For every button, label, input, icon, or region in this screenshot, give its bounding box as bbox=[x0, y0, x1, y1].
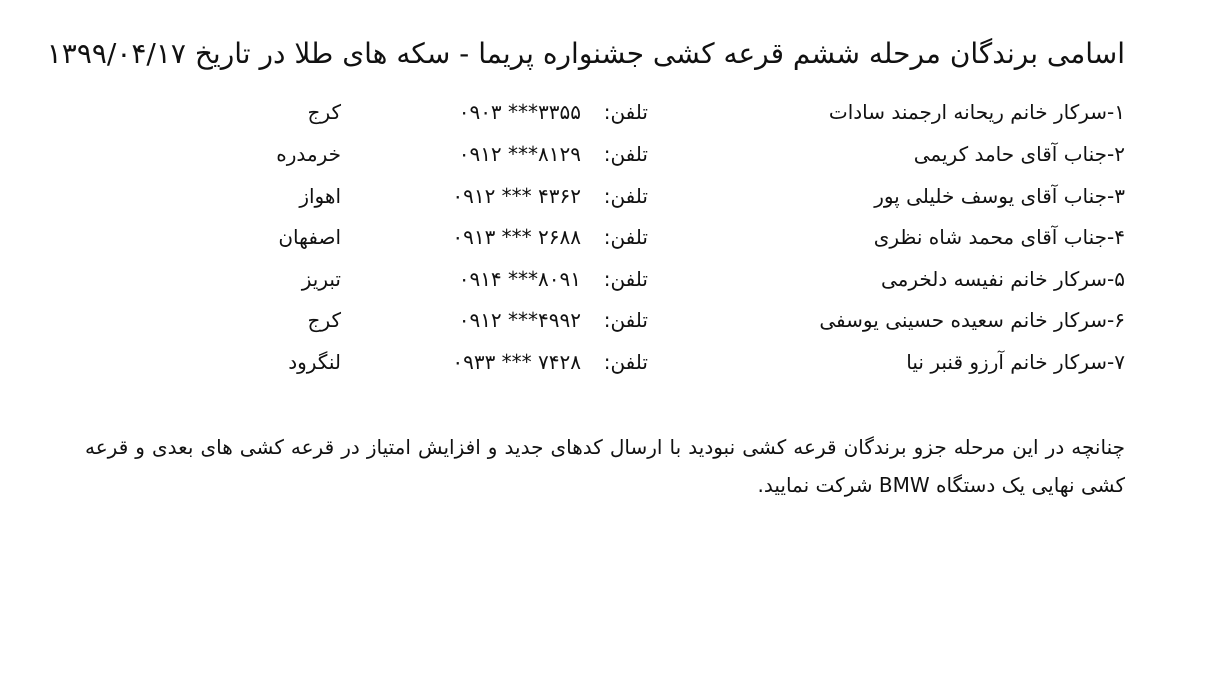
winner-row bbox=[0, 261, 1211, 297]
phone-label: تلفن: bbox=[603, 184, 648, 208]
phone-label: تلفن: bbox=[603, 225, 648, 249]
winner-city: لنگرود bbox=[288, 350, 341, 374]
winner-city: اصفهان bbox=[278, 225, 341, 249]
winner-city: اهواز bbox=[299, 184, 341, 208]
winner-name: ۳-جناب آقای یوسف خلیلی پور bbox=[874, 184, 1125, 208]
winner-phone: ۰۹۱۴ ***۸۰۹۱ bbox=[458, 267, 581, 291]
winner-row bbox=[0, 344, 1211, 380]
winner-name: ۴-جناب آقای محمد شاه نظری bbox=[873, 225, 1125, 249]
phone-label: تلفن: bbox=[603, 350, 648, 374]
winner-city: تبریز bbox=[301, 267, 341, 291]
note-paragraph: چنانچه در این مرحله جزو برندگان قرعه کشی نبودید با ارسال کدهای جدید و افزایش امتیاز در قرعه کشی های بعدی و قرعه کشی نهایی یک دستگاه BMW شرکت نمایید. bbox=[85, 435, 1125, 497]
winner-row bbox=[0, 302, 1211, 338]
winner-name: ۱-سرکار خانم ریحانه ارجمند سادات bbox=[828, 100, 1125, 124]
winner-city: کرج bbox=[307, 100, 341, 124]
phone-label: تلفن: bbox=[603, 308, 648, 332]
winner-name: ۷-سرکار خانم آرزو قنبر نیا bbox=[906, 350, 1125, 374]
winner-phone: ۰۹۳۳ *** ۷۴۲۸ bbox=[452, 350, 581, 374]
winner-city: خرمدره bbox=[276, 142, 341, 166]
winner-row bbox=[0, 178, 1211, 214]
winner-row bbox=[0, 94, 1211, 130]
page-title: اسامی برندگان مرحله ششم قرعه کشی جشنواره پریما - سکه های طلا در تاریخ ۱۳۹۹/۰۴/۱۷ bbox=[46, 37, 1125, 70]
winner-row bbox=[0, 219, 1211, 255]
winner-name: ۲-جناب آقای حامد کریمی bbox=[913, 142, 1125, 166]
winner-phone: ۰۹۱۳ *** ۲۶۸۸ bbox=[452, 225, 581, 249]
winner-city: کرج bbox=[307, 308, 341, 332]
winner-phone: ۰۹۱۲ *** ۴۳۶۲ bbox=[452, 184, 581, 208]
winner-name: ۶-سرکار خانم سعیده حسینی یوسفی bbox=[819, 308, 1125, 332]
winner-phone: ۰۹۰۳ ***۳۳۵۵ bbox=[458, 100, 581, 124]
winner-row bbox=[0, 136, 1211, 172]
phone-label: تلفن: bbox=[603, 100, 648, 124]
winner-phone: ۰۹۱۲ ***۸۱۲۹ bbox=[458, 142, 581, 166]
winner-name: ۵-سرکار خانم نفیسه دلخرمی bbox=[880, 267, 1125, 291]
phone-label: تلفن: bbox=[603, 142, 648, 166]
winner-phone: ۰۹۱۲ ***۴۹۹۲ bbox=[458, 308, 581, 332]
phone-label: تلفن: bbox=[603, 267, 648, 291]
